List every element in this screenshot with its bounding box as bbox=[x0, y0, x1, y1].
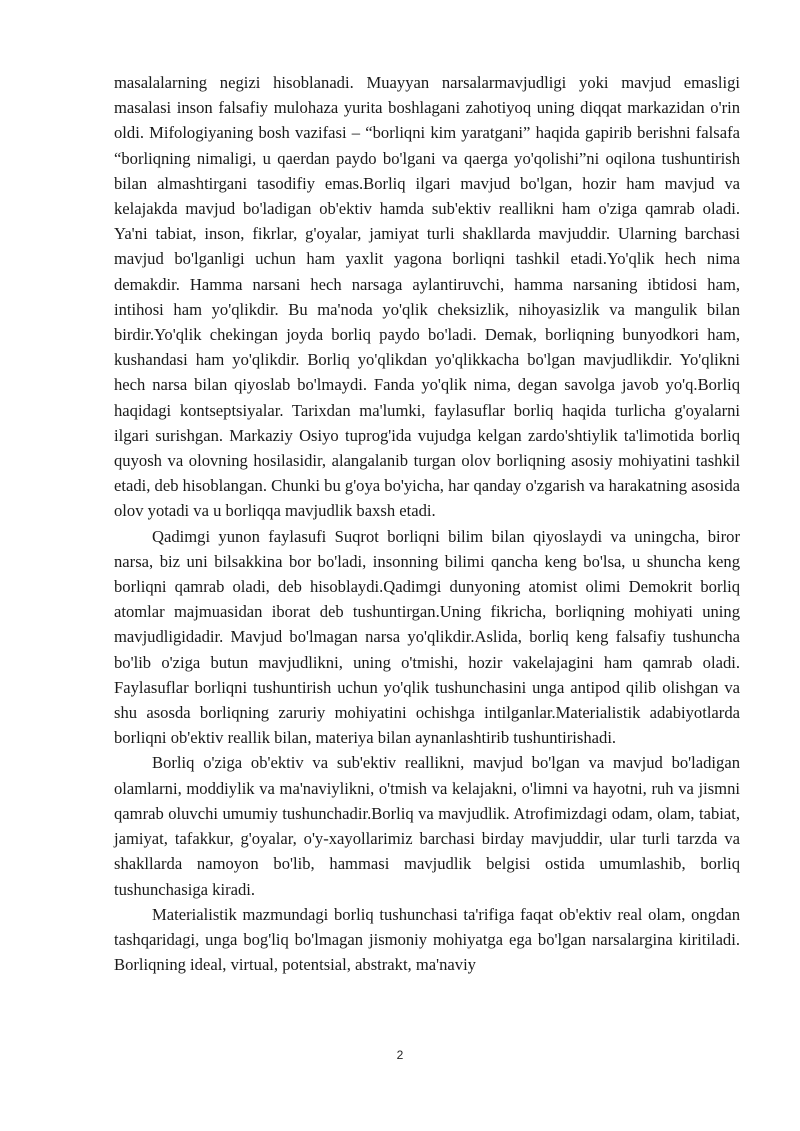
page-number: 2 bbox=[396, 1048, 404, 1062]
paragraph-3: Borliq o'ziga ob'ektiv va sub'ektiv reallikni, mavjud bo'lgan va mavjud bo'ladigan olamlarni, moddiylik va ma'naviylikni, o'tmish va kelajakni, o'limni va hayotni, ruh va jismni qamrab oluvchi umumiy tushunchadir.Borliq va mavjudlik. Atrofimizdagi odam, olam, tabiat, jamiyat, tafakkur, g'oyalar, o'y-xayollarimiz barchasi birday mavjuddir, ular turli tarzda va shakllarda namoyon bo'lib, hammasi mavjudlik belgisi ostida umumlashib, borliq tushunchasiga kiradi. bbox=[114, 753, 740, 899]
paragraph-1: masalalarning negizi hisoblanadi. Muayyan narsalarmavjudligi yoki mavjud emasligi masalasi inson falsafiy mulohaza yurita boshlagani zahotiyoq uning diqqat markazidan o'rin oldi. Mifologiyaning bosh vazifasi – “borliqni kim yaratgani” haqida gapirib berishni falsafa “borliqning nimaligi, u qaerdan paydo bo'lgani va qaerga yo'qolishi”ni oqilona tushuntirish bilan almashtirgani tasodifiy emas.Borliq ilgari mavjud bo'lgan, hozir ham mavjud va kelajakda mavjud bo'ladigan ob'ektiv hamda sub'ektiv reallikni ham o'ziga qamrab oladi. Ya'ni tabiat, inson, fikrlar, g'oyalar, jamiyat turli shakllarda mavjuddir. Ularning barchasi mavjud bo'lganligi uchun ham yaxlit yagona borliqni tashkil etadi.Yo'qlik hech nima demakdir. Hamma narsani hech narsaga aylantiruvchi, hamma narsaning ibtidosi ham, intihosi ham yo'qlikdir. Bu ma'noda yo'qlik cheksizlik, nihoyasizlik va mangulik bilan birdir.Yo'qlik chekingan joyda borliq paydo bo'ladi. Demak, borliqning bunyodkori ham, kushandasi ham yo'qlikdir. Borliq yo'qlikdan yo'qlikkacha bo'lgan mavjudlikdir. Yo'qlikni hech narsa bilan qiyoslab bo'lmaydi. Fanda yo'qlik nima, degan savolga javob yo'q.Borliq haqidagi kontseptsiyalar. Tarixdan ma'lumki, faylasuflar borliq haqida turlicha g'oyalarni ilgari surishgan. Markaziy Osiyo tuprog'ida vujudga kelgan zardo'shtiylik ta'limotida borliq quyosh va olovning hosilasidir, alangalanib turgan olov borliqning asosiy mohiyatini tashkil etadi, deb hisoblangan. Chunki bu g'oya bo'yicha, har qanday o'zgarish va harakatning asosida olov yotadi va u borliqqa mavjudlik baxsh etadi. bbox=[114, 73, 740, 521]
body-text bbox=[114, 70, 740, 977]
paragraph-2: Qadimgi yunon faylasufi Suqrot borliqni bilim bilan qiyoslaydi va uningcha, biror narsa, biz uni bilsakkina bor bo'ladi, insonning bilimi qancha keng bo'lsa, u shuncha keng borliqni qamrab oladi, deb hisoblaydi.Qadimgi dunyoning atomist olimi Demokrit borliq atomlar majmuasidan iborat deb tushuntirgan.Uning fikricha, borliqning mohiyati uning mavjudligidadir. Mavjud bo'lmagan narsa yo'qlikdir.Aslida, borliq keng falsafiy tushuncha bo'lib o'ziga butun mavjudlikni, uning o'tmishi, hozir vakelajagini ham qamrab oladi. Faylasuflar borliqni tushuntirish uchun yo'qlik tushunchasini unga antipod qilib olishgan va shu asosda borliqning zaruriy mohiyatini ochishga intilganlar.Materialistik adabiyotlarda borliqni ob'ektiv reallik bilan, materiya bilan aynanlashtirib tushuntirishadi. bbox=[114, 526, 740, 748]
paragraph-4: Materialistik mazmundagi borliq tushunchasi ta'rifiga faqat ob'ektiv real olam, ongdan tashqaridagi, unga bog'liq bo'lmagan jismoniy mohiyatga ega bo'lgan narsalargina kiritiladi. Borliqning ideal, virtual, potentsial, abstrakt, ma'naviy bbox=[114, 904, 740, 975]
